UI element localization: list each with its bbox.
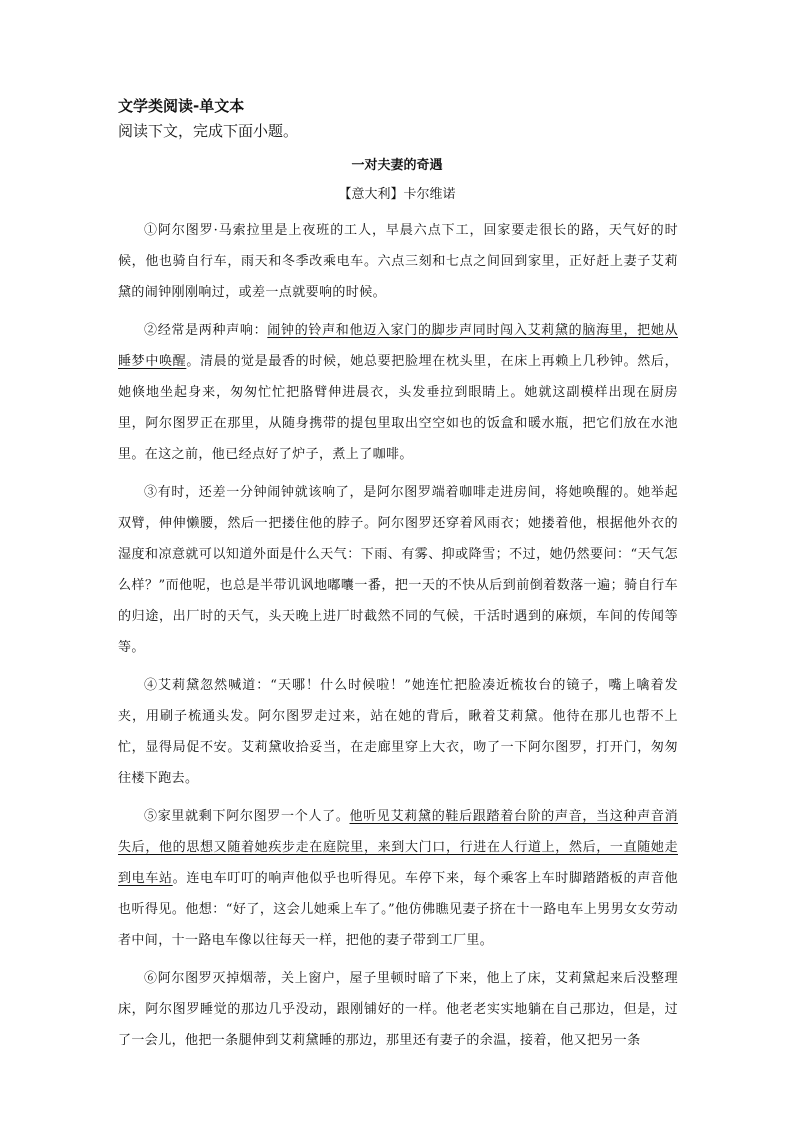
reading-instruction: 阅读下文，完成下面小题。 — [118, 122, 299, 140]
underlined-text: 他听见艾莉黛的鞋后跟踏着台阶的声音，当这种声音消失后，他的思想又随着她疾步走在庭院里，来到大门口，行进在人行道上，然后，一直随她走到电车站 — [118, 809, 678, 886]
paragraph-text: 。清晨的觉是最香的时候，她总要把脸埋在枕头里，在床上再赖上几秒钟。然后，她倏地坐起身来，匆匆忙忙把胳臂伸进晨衣，头发垂拉到眼睛上。她就这副模样出现在厨房里，阿尔图罗正在那里，从随身携带的提包里取出空空如也的饭盒和暖水瓶，把它们放在水池里。在这之前，他已经点好了炉子，煮上了咖啡。 — [118, 354, 678, 462]
story-author: 【意大利】卡尔维诺 — [338, 187, 456, 202]
paragraph-6 — [118, 963, 678, 1056]
paragraph-text: ⑤家里就剩下阿尔图罗一个人了。 — [144, 809, 350, 824]
paragraph-text: ③有时，还差一分钟闹钟就该响了，是阿尔图罗端着咖啡走进房间，将她唤醒的。她举起双臂，伸伸懒腰，然后一把搂住他的脖子。阿尔图罗还穿着风雨衣；她搂着他，根据他外衣的湿度和凉意就可以知道外面是什么天气：下雨、有雾、抑或降雪；不过，她仍然要问：“天气怎么样？”而他呢，也总是半带讥讽地嘟囔一番，把一天的不快从后到前倒着数落一遍；骑自行车的归途，出厂时的天气，头天晚上进厂时截然不同的气候，干活时遇到的麻烦，车间的传闻等等。 — [118, 485, 678, 655]
section-title: 文学类阅读-单文本 — [118, 97, 245, 115]
paragraph-text: 。连电车叮叮的响声他似乎也听得见。车停下来，每个乘客上车时脚踏踏板的声音他也听得见。他想：“好了，这会儿她乘上车了。”他仿佛瞧见妻子挤在十一路电车上男男女女劳动者中间，十一路电车像以往每天一样，把他的妻子带到工厂里。 — [118, 871, 678, 948]
paragraph-text: ⑥阿尔图罗灭掉烟蒂，关上窗户，屋子里顿时暗了下来，他上了床，艾莉黛起来后没整理床，阿尔图罗睡觉的那边几乎没动，跟刚铺好的一样。他老老实实地躺在自己那边，但是，过了一会儿，他把一条腿伸到艾莉黛睡的那边，那里还有妻子的余温，接着，他又把另一条 — [118, 971, 678, 1048]
paragraph-4 — [118, 670, 678, 794]
paragraph-5 — [118, 801, 678, 956]
story-title: 一对夫妻的奇遇 — [351, 158, 443, 173]
paragraph-1 — [118, 215, 678, 308]
paragraph-text: ①阿尔图罗·马索拉里是上夜班的工人，早晨六点下工，回家要走很长的路，天气好的时候，他也骑自行车，雨天和冬季改乘电车。六点三刻和七点之间回到家里，正好赶上妻子艾莉黛的闹钟刚刚响过，或差一点就要响的时候。 — [118, 223, 678, 300]
paragraph-3 — [118, 477, 678, 663]
underlined-text: 闹钟的铃声和他迈入家门的脚步声同时闯入艾莉黛的脑海里，把她从睡梦中唤醒 — [118, 323, 678, 369]
paragraph-2 — [118, 315, 678, 470]
paragraph-text: ②经常是两种声响： — [144, 323, 268, 338]
story-body — [118, 215, 678, 1063]
paragraph-text: ④艾莉黛忽然喊道：“天哪！什么时候啦！”她连忙把脸凑近梳妆台的镜子，嘴上噙着发夹，用刷子梳通头发。阿尔图罗走过来，站在她的背后，瞅着艾莉黛。他待在那儿也帮不上忙，显得局促不安。艾莉黛收拾妥当，在走廊里穿上大衣，吻了一下阿尔图罗，打开门，匆匆往楼下跑去。 — [118, 678, 678, 786]
